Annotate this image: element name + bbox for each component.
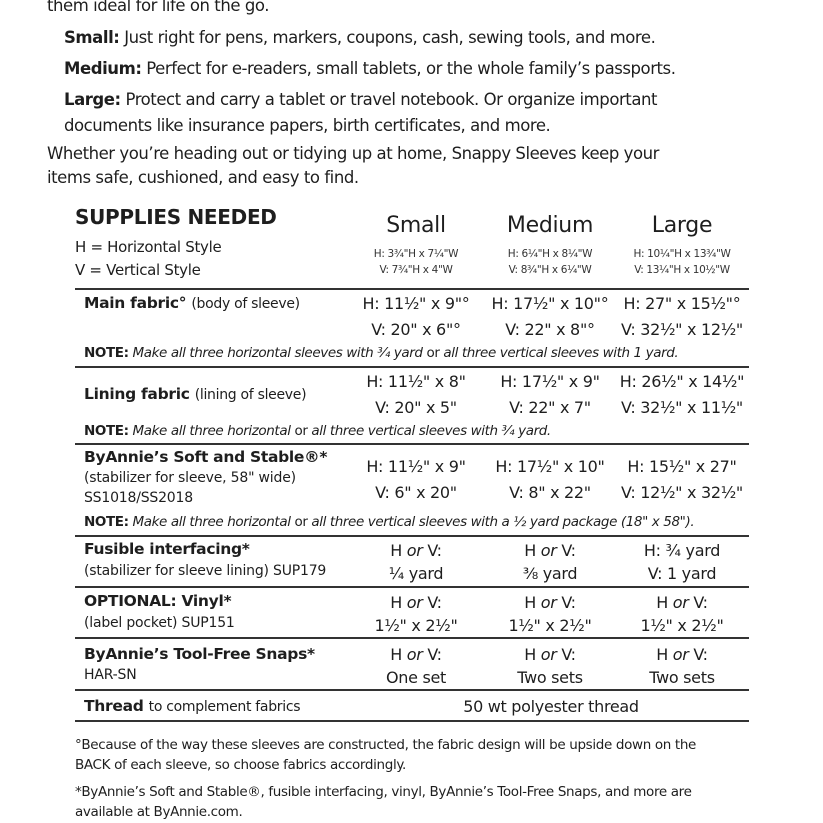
- cell-text: V:: [427, 541, 442, 560]
- cell-text: V:: [427, 593, 442, 612]
- cell-main-large-v: V: 32½" x 12½": [620, 320, 743, 339]
- note-or: or: [294, 514, 308, 530]
- dims-h: H: 10¼"H x 13¾"W: [633, 248, 731, 260]
- size-label-medium: Medium:: [64, 59, 142, 78]
- cell-text: V:: [693, 645, 708, 664]
- item-thread: [84, 697, 300, 715]
- note-soft-and-stable: [84, 514, 694, 530]
- intro-lead-tail: them ideal for life on the go.: [47, 0, 269, 15]
- item-name: Main fabric°: [84, 294, 187, 312]
- cell-text: H: [524, 541, 536, 560]
- cell-vinyl-small-v: 1½" x 2½": [374, 616, 458, 635]
- note-label: NOTE:: [84, 423, 129, 439]
- cell-lining-small-v: V: 20" x 5": [375, 398, 457, 417]
- cell-snaps-small-v: One set: [385, 668, 447, 687]
- cell-text: V:: [693, 593, 708, 612]
- column-header-small: Small: [386, 213, 446, 238]
- cell-stabilizer-small-v: V: 6" x 20": [375, 483, 457, 502]
- note-text: all three vertical sleeves with a ½ yard package (18" x 58").: [311, 514, 695, 530]
- column-dims-small: [346, 246, 486, 278]
- footnote-line: available at ByAnnie.com.: [75, 804, 243, 820]
- cell-lining-large-h: H: 26½" x 14½": [619, 372, 745, 391]
- cell-interfacing-medium-h: [485, 541, 615, 560]
- cell-main-medium-v: V: 22" x 8"°: [505, 320, 595, 339]
- table-divider: [75, 586, 749, 588]
- cell-or: or: [672, 645, 689, 664]
- cell-or: or: [406, 541, 423, 560]
- cell-stabilizer-large-v: V: 12½" x 32½": [620, 483, 743, 502]
- note-or: or: [294, 423, 308, 439]
- cell-snaps-large-v: Two sets: [649, 668, 715, 687]
- cell-text: H: [524, 593, 536, 612]
- intro-closing-1: Whether you’re heading out or tidying up at home, Snappy Sleeves keep your: [47, 144, 659, 163]
- size-text-medium: Perfect for e-readers, small tablets, or the whole family’s passports.: [146, 59, 676, 78]
- cell-vinyl-small-h: [351, 593, 481, 612]
- item-fusible-interfacing: Fusible interfacing*: [84, 540, 250, 558]
- dims-v: V: 7¾"H x 4"W: [379, 264, 453, 276]
- footnote-line: BACK of each sleeve, so choose fabrics accordingly.: [75, 757, 407, 773]
- table-divider: [75, 637, 749, 639]
- item-soft-and-stable-desc: (stabilizer for sleeve, 58" wide): [84, 470, 296, 486]
- cell-main-medium-h: H: 17½" x 10"°: [491, 294, 609, 313]
- cell-interfacing-small-h: [351, 541, 481, 560]
- cell-snaps-medium-v: Two sets: [517, 668, 583, 687]
- cell-text: H: [656, 593, 668, 612]
- cell-snaps-small-h: [351, 645, 481, 664]
- cell-snaps-medium-h: [485, 645, 615, 664]
- cell-or: or: [540, 541, 557, 560]
- note-text: Make all three horizontal: [132, 423, 291, 439]
- column-dims-medium: [480, 246, 620, 278]
- size-label-small: Small:: [64, 28, 120, 47]
- item-tool-free-snaps-code: HAR-SN: [84, 667, 137, 683]
- note-text: all three vertical sleeves with ¾ yard.: [311, 423, 551, 439]
- cell-text: V:: [561, 645, 576, 664]
- cell-vinyl-large-v: 1½" x 2½": [640, 616, 724, 635]
- cell-lining-medium-v: V: 22" x 7": [509, 398, 591, 417]
- cell-vinyl-large-h: [617, 593, 747, 612]
- dims-h: H: 6¼"H x 8¼"W: [507, 248, 593, 260]
- item-fusible-interfacing-desc: (stabilizer for sleeve lining) SUP179: [84, 563, 327, 579]
- supplies-heading: SUPPLIES NEEDED: [75, 205, 277, 229]
- cell-lining-small-h: H: 11½" x 8": [366, 372, 466, 391]
- note-main-fabric: [84, 345, 678, 361]
- column-dims-large: [612, 246, 752, 278]
- cell-main-small-v: V: 20" x 6"°: [371, 320, 461, 339]
- cell-lining-medium-h: H: 17½" x 9": [500, 372, 600, 391]
- cell-stabilizer-medium-v: V: 8" x 22": [509, 483, 591, 502]
- item-name: Thread: [84, 697, 144, 715]
- column-header-medium: Medium: [506, 213, 594, 238]
- cell-text: H: [390, 541, 402, 560]
- cell-text: H: [656, 645, 668, 664]
- item-name: Lining fabric: [84, 385, 190, 403]
- item-desc: to complement fabrics: [148, 699, 301, 715]
- size-label-large: Large:: [64, 90, 121, 109]
- cell-or: or: [540, 593, 557, 612]
- cell-or: or: [672, 593, 689, 612]
- cell-stabilizer-medium-h: H: 17½" x 10": [495, 457, 605, 476]
- note-label: NOTE:: [84, 345, 129, 361]
- table-divider: [75, 366, 749, 368]
- table-divider: [75, 535, 749, 537]
- cell-text: V:: [561, 541, 576, 560]
- cell-or: or: [406, 593, 423, 612]
- cell-or: or: [406, 645, 423, 664]
- cell-vinyl-medium-h: [485, 593, 615, 612]
- item-optional-vinyl-desc: (label pocket) SUP151: [84, 615, 235, 631]
- size-text-small: Just right for pens, markers, coupons, cash, sewing tools, and more.: [124, 28, 656, 47]
- intro-closing-2: items safe, cushioned, and easy to find.: [47, 168, 359, 187]
- cell-thread-all: 50 wt polyester thread: [463, 697, 639, 716]
- intro-size-medium: [64, 59, 676, 78]
- item-soft-and-stable-code: SS1018/SS2018: [84, 490, 193, 506]
- cell-lining-large-v: V: 32½" x 11½": [620, 398, 743, 417]
- column-header-large: Large: [651, 213, 713, 238]
- intro-size-large-cont: documents like insurance papers, birth certificates, and more.: [64, 116, 551, 135]
- legend-vertical: V = Vertical Style: [75, 261, 201, 279]
- item-desc: (lining of sleeve): [194, 387, 307, 403]
- dims-v: V: 8¾"H x 6¼"W: [508, 264, 592, 276]
- note-lining-fabric: [84, 423, 551, 439]
- cell-text: H: [390, 645, 402, 664]
- note-text: Make all three horizontal: [132, 514, 291, 530]
- item-desc: (body of sleeve): [191, 296, 300, 312]
- note-or: or: [426, 345, 440, 361]
- note-text: all three vertical sleeves with 1 yard.: [443, 345, 679, 361]
- intro-size-large: [64, 90, 657, 109]
- footnote-line: *ByAnnie’s Soft and Stable®, fusible interfacing, vinyl, ByAnnie’s Tool-Free Snaps, and more are: [75, 784, 692, 800]
- item-lining-fabric: [84, 385, 306, 403]
- cell-stabilizer-small-h: H: 11½" x 9": [366, 457, 466, 476]
- table-divider: [75, 288, 749, 290]
- item-main-fabric: [84, 294, 300, 312]
- note-text: Make all three horizontal sleeves with ¾ yard: [132, 345, 423, 361]
- cell-snaps-large-h: [617, 645, 747, 664]
- cell-interfacing-large-h: H: ¾ yard: [643, 541, 721, 560]
- cell-interfacing-medium-v: ⅜ yard: [522, 564, 578, 583]
- intro-size-small: [64, 28, 655, 47]
- table-divider: [75, 689, 749, 691]
- dims-v: V: 13¼"H x 10½"W: [634, 264, 730, 276]
- footnote-degree: [75, 735, 696, 775]
- item-tool-free-snaps: ByAnnie’s Tool-Free Snaps*: [84, 645, 315, 663]
- footnote-line: °Because of the way these sleeves are constructed, the fabric design will be upside down on the: [75, 737, 696, 753]
- cell-interfacing-large-v: V: 1 yard: [647, 564, 717, 583]
- cell-stabilizer-large-h: H: 15½" x 27": [627, 457, 737, 476]
- cell-text: H: [524, 645, 536, 664]
- cell-interfacing-small-v: ¼ yard: [388, 564, 444, 583]
- cell-text: V:: [427, 645, 442, 664]
- cell-text: H: [390, 593, 402, 612]
- item-optional-vinyl: OPTIONAL: Vinyl*: [84, 592, 232, 610]
- cell-text: V:: [561, 593, 576, 612]
- table-divider: [75, 443, 749, 445]
- cell-or: or: [540, 645, 557, 664]
- note-label: NOTE:: [84, 514, 129, 530]
- footnote-asterisk: [75, 782, 692, 822]
- cell-vinyl-medium-v: 1½" x 2½": [508, 616, 592, 635]
- cell-main-large-h: H: 27" x 15½"°: [623, 294, 741, 313]
- dims-h: H: 3¾"H x 7¼"W: [373, 248, 459, 260]
- table-divider: [75, 720, 749, 722]
- cell-main-small-h: H: 11½" x 9"°: [362, 294, 470, 313]
- item-soft-and-stable: ByAnnie’s Soft and Stable®*: [84, 448, 328, 466]
- size-text-large: Protect and carry a tablet or travel notebook. Or organize important: [125, 90, 658, 109]
- legend-horizontal: H = Horizontal Style: [75, 238, 222, 256]
